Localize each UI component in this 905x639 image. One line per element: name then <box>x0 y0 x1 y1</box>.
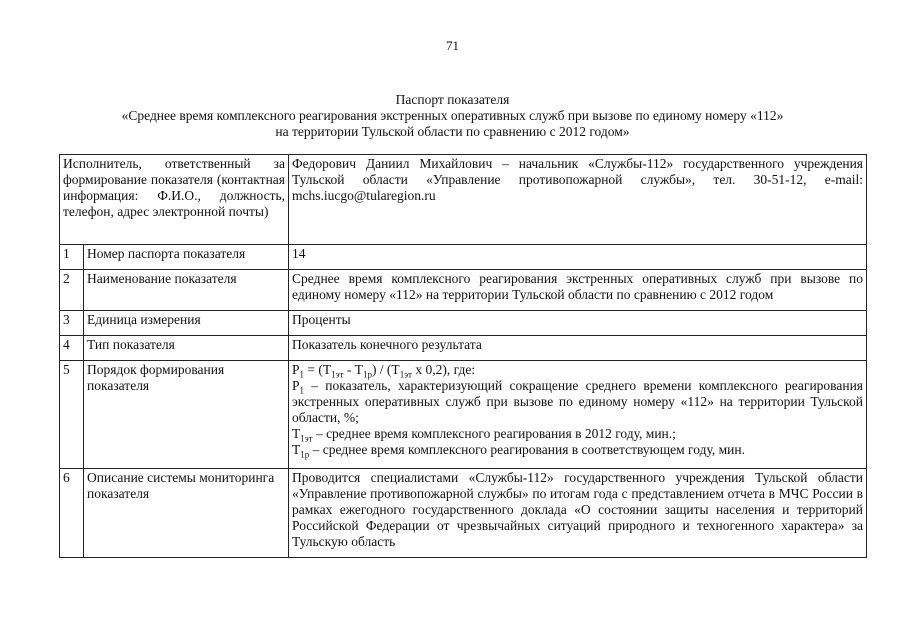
row-label: Тип показателя <box>84 336 289 361</box>
row-number: 5 <box>60 361 84 469</box>
row-number: 2 <box>60 270 84 311</box>
table-row <box>60 336 867 361</box>
formula-cell <box>289 361 867 469</box>
page-number: 71 <box>446 38 459 53</box>
row-value: 14 <box>289 245 867 270</box>
passport-table <box>59 154 867 558</box>
row-label: Описание системы мониторинга показателя <box>84 469 289 558</box>
row-label: Порядок формирования показателя <box>84 361 289 469</box>
row-value: Среднее время комплексного реагирования экстренных оперативных служб при вызове по единому номеру «112» на территории Тульской области по сравнению с 2012 годом <box>289 270 867 311</box>
row-number: 3 <box>60 311 84 336</box>
table-row <box>60 245 867 270</box>
row-value: Проценты <box>289 311 867 336</box>
executor-value-cell: Федорович Даниил Михайлович – начальник «Службы-112» государственного учреждения Тульской области «Управление противопожарной службы», тел. 30-51-12, e-mail: mchs.iucgo@tularegion.ru <box>289 155 867 245</box>
definition-t1et: $Т_{1эт}$ – среднее время комплексного реагирования в 2012 году, мин.; <box>292 426 676 444</box>
row-number: 4 <box>60 336 84 361</box>
row-number: 6 <box>60 469 84 558</box>
title-line-1: Паспорт показателя <box>395 92 510 107</box>
definition-t1r: $Т_{1р}$ – среднее время комплексного реагирования в соответствующем году, мин. <box>292 442 745 460</box>
table-row <box>60 270 867 311</box>
executor-label-cell: Исполнитель, ответственный за формирование показателя (контактная информация: Ф.И.О., должность, телефон, адрес электронной почты) <box>60 155 289 245</box>
row-number: 1 <box>60 245 84 270</box>
table-row-executor <box>60 155 867 245</box>
row-label: Единица измерения <box>84 311 289 336</box>
title-line-2: «Среднее время комплексного реагирования экстренных оперативных служб при вызове по единому номеру «112» на территории Тульской области по сравнению с 2012 годом» <box>121 108 784 139</box>
row-value: Проводится специалистами «Службы-112» государственного учреждения Тульской области «Управление противопожарной службы» по итогам года с представлением отчета в МЧС России в рамках ежегодного государственного доклада «О состоянии защиты населения и территорий Российской Федерации от чрезвычайных ситуаций природного и техногенного характера» за Тульскую область <box>289 469 867 558</box>
table-row <box>60 311 867 336</box>
row-label: Номер паспорта показателя <box>84 245 289 270</box>
formula-line: $Р_1 = (Т_{1эт} - Т_{1р}) / (Т_{1эт}$ х 0,2), где: <box>292 362 476 380</box>
table-row <box>60 469 867 558</box>
row-value: Показатель конечного результата <box>289 336 867 361</box>
definition-p1: $Р_1$ – показатель, характеризующий сокращение среднего времени комплексного реагирования экстренных оперативных служб при вызове по единому номеру «112» на территории Тульской области, %; <box>292 378 864 425</box>
document-title <box>120 92 785 140</box>
row-label: Наименование показателя <box>84 270 289 311</box>
table-row <box>60 361 867 469</box>
